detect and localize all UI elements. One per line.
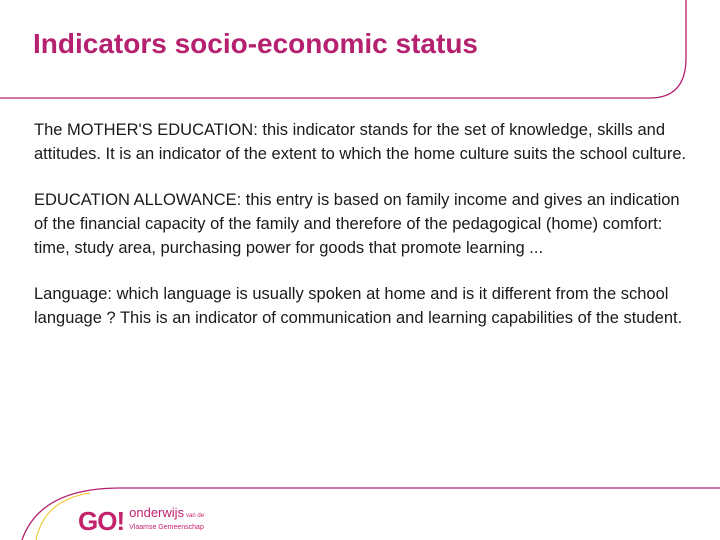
logo-name-text: onderwijs: [129, 505, 185, 520]
slide-body: [34, 118, 694, 352]
logo-subtitle: Vlaamse Gemeenschap: [129, 524, 204, 531]
paragraph-mothers-education: The MOTHER'S EDUCATION: this indicator stands for the set of knowledge, skills and attitudes. It is an indicator of the extent to which the home culture suits the school culture.: [34, 121, 687, 163]
logo-name: [129, 506, 204, 523]
go-logo: [78, 500, 204, 534]
paragraph-language: Language: which language is usually spoken at home and is it different from the school language ? This is an indicator of communication and learning capabilities of the student.: [34, 285, 683, 327]
logo-name-suffix: van de: [186, 513, 205, 519]
slide-title: Indicators socio-economic status: [33, 28, 478, 59]
paragraph-education-allowance: EDUCATION ALLOWANCE: this entry is based on family income and gives an indication of the financial capacity of the family and therefore of the pedagogical (home) comfort: time, study area, purchasing power for goods that promote learning ...: [34, 191, 680, 257]
logo-exclamation: !: [116, 506, 126, 536]
logo-mark: GO: [78, 506, 117, 536]
logo-text: [129, 506, 204, 534]
